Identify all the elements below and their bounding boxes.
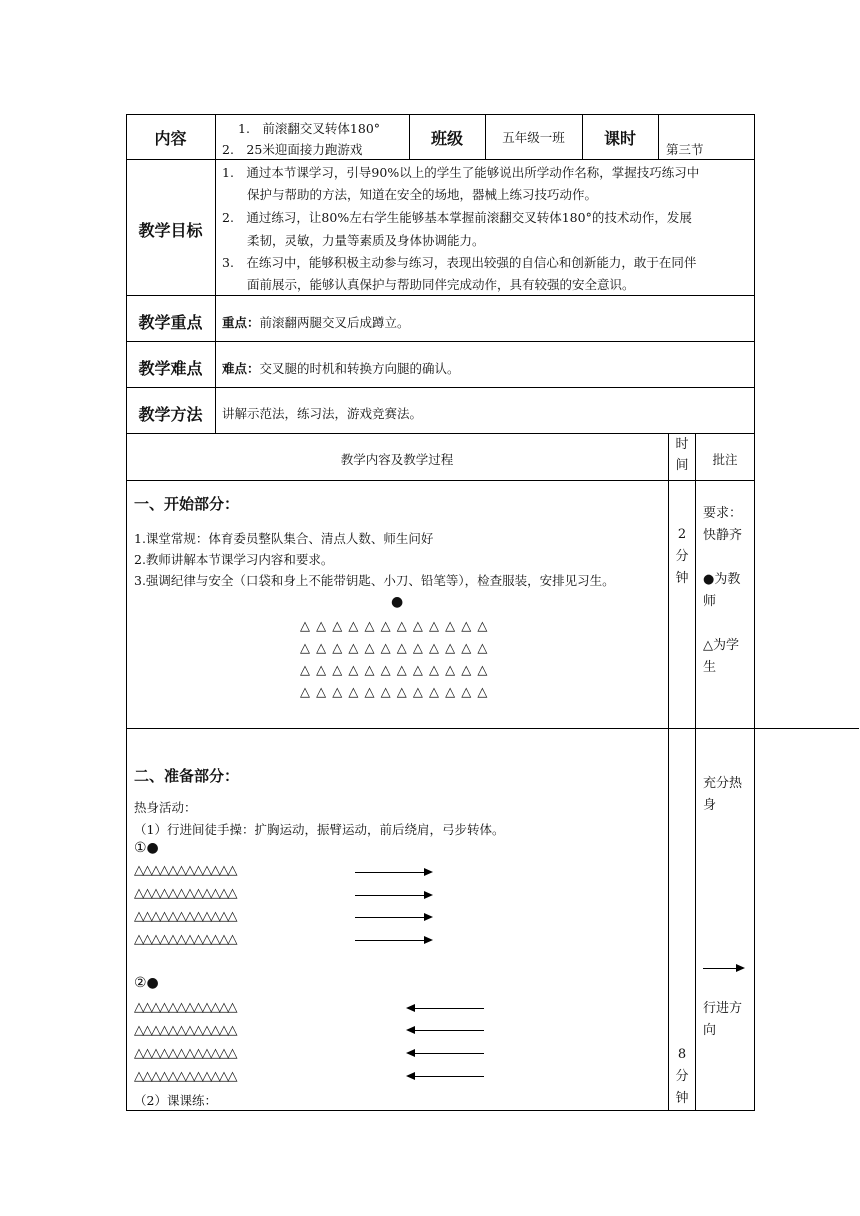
group1-row: △△△△△△△△△△△△: [134, 909, 236, 924]
key-point-body: 前滚翻两腿交叉后成蹲立。: [259, 315, 410, 330]
objective-line: 保护与帮助的方法，知道在安全的场地，器械上练习技巧动作。: [222, 187, 598, 202]
difficulty-body: 交叉腿的时机和转换方向腿的确认。: [259, 361, 460, 376]
method-label: 教学方法: [138, 405, 203, 424]
left-arrow-icon: [408, 1076, 484, 1077]
content-item-2: 2. 25米迎面接力跑游戏: [222, 142, 363, 157]
difficulty-prefix: 难点：: [222, 361, 260, 376]
left-arrow-icon: [408, 1008, 484, 1009]
objectives-label: 教学目标: [138, 221, 203, 240]
class-value: 五年级一班: [502, 130, 565, 145]
objective-line: 2. 通过练习，让80%左右学生能够基本掌握前滚翻交叉转体180°的技术动作，发展: [222, 210, 692, 225]
direction-arrow-icon: [703, 968, 743, 969]
right-arrow-icon: [355, 917, 431, 918]
warmup-item-1: （1）行进间徒手操：扩胸运动，振臂运动，前后绕肩，弓步转体。: [134, 822, 505, 837]
part1-line: 3.强调纪律与安全（口袋和身上不能带钥匙、小刀、铅笔等），检查服装，安排见习生。: [134, 573, 615, 588]
formation-row: △ △ △ △ △ △ △ △ △ △ △ △: [300, 619, 489, 634]
teacher-marker: ●: [391, 594, 404, 610]
class-label: 班级: [430, 129, 463, 148]
part1-line: 1.课堂常规：体育委员整队集合、清点人数、师生问好: [134, 531, 434, 546]
difficulty-text: [222, 359, 460, 377]
part2-title: 二、准备部分：: [134, 767, 240, 785]
right-arrow-icon: [355, 940, 431, 941]
part2-notes-bottom: 行进方 向: [703, 1001, 743, 1038]
part1-notes: 要求： 快静齐 ●为教 师 △为学 生: [703, 506, 743, 675]
group1-row: △△△△△△△△△△△△: [134, 863, 236, 878]
objective-line: 3. 在练习中，能够积极主动参与练习，表现出较强的自信心和创新能力，敢于在同伴: [222, 255, 697, 270]
period-value: 第三节: [666, 142, 704, 157]
formation-row: △ △ △ △ △ △ △ △ △ △ △ △: [300, 685, 489, 700]
group2-row: △△△△△△△△△△△△: [134, 1069, 236, 1084]
group2-row: △△△△△△△△△△△△: [134, 1023, 236, 1038]
key-point-text: [222, 313, 410, 331]
group1-row: △△△△△△△△△△△△: [134, 886, 236, 901]
group2-row: △△△△△△△△△△△△: [134, 1000, 236, 1015]
note-header: 批注: [712, 452, 738, 467]
formation-row: △ △ △ △ △ △ △ △ △ △ △ △: [300, 663, 489, 678]
content-item-1: 1. 前滚翻交叉转体180°: [238, 121, 381, 136]
part1-line: 2.教师讲解本节课学习内容和要求。: [134, 552, 334, 567]
left-arrow-icon: [408, 1053, 484, 1054]
difficulty-label: 教学难点: [138, 359, 203, 378]
period-label: 课时: [603, 129, 636, 148]
group1-marker: ①●: [134, 840, 159, 856]
warmup-item-2: （2）课课练：: [134, 1093, 217, 1108]
part1-title: 一、开始部分：: [134, 495, 240, 513]
objective-line: 面前展示，能够认真保护与帮助同伴完成动作，具有较强的安全意识。: [222, 277, 635, 292]
method-text: 讲解示范法，练习法，游戏竞赛法。: [222, 406, 423, 421]
group2-row: △△△△△△△△△△△△: [134, 1046, 236, 1061]
time-header: 时 间: [675, 437, 689, 473]
formation-row: △ △ △ △ △ △ △ △ △ △ △ △: [300, 641, 489, 656]
group2-marker: ②●: [134, 975, 159, 991]
objective-line: 柔韧，灵敏，力量等素质及身体协调能力。: [222, 233, 485, 248]
key-point-label: 教学重点: [138, 313, 203, 332]
part1-time: 2 分 钟: [675, 527, 689, 586]
objective-line: 1. 通过本节课学习，引导90%以上的学生了能够说出所学动作名称，掌握技巧练习中: [222, 165, 700, 180]
part2-time: 8 分 钟: [675, 1047, 689, 1106]
content-label: 内容: [154, 129, 187, 148]
right-arrow-icon: [355, 872, 431, 873]
right-arrow-icon: [355, 895, 431, 896]
process-title: 教学内容及教学过程: [340, 452, 454, 467]
warmup-label: 热身活动：: [134, 800, 197, 815]
left-arrow-icon: [408, 1030, 484, 1031]
group1-row: △△△△△△△△△△△△: [134, 932, 236, 947]
part2-notes-top: 充分热 身: [703, 776, 743, 813]
key-point-prefix: 重点：: [222, 315, 260, 330]
